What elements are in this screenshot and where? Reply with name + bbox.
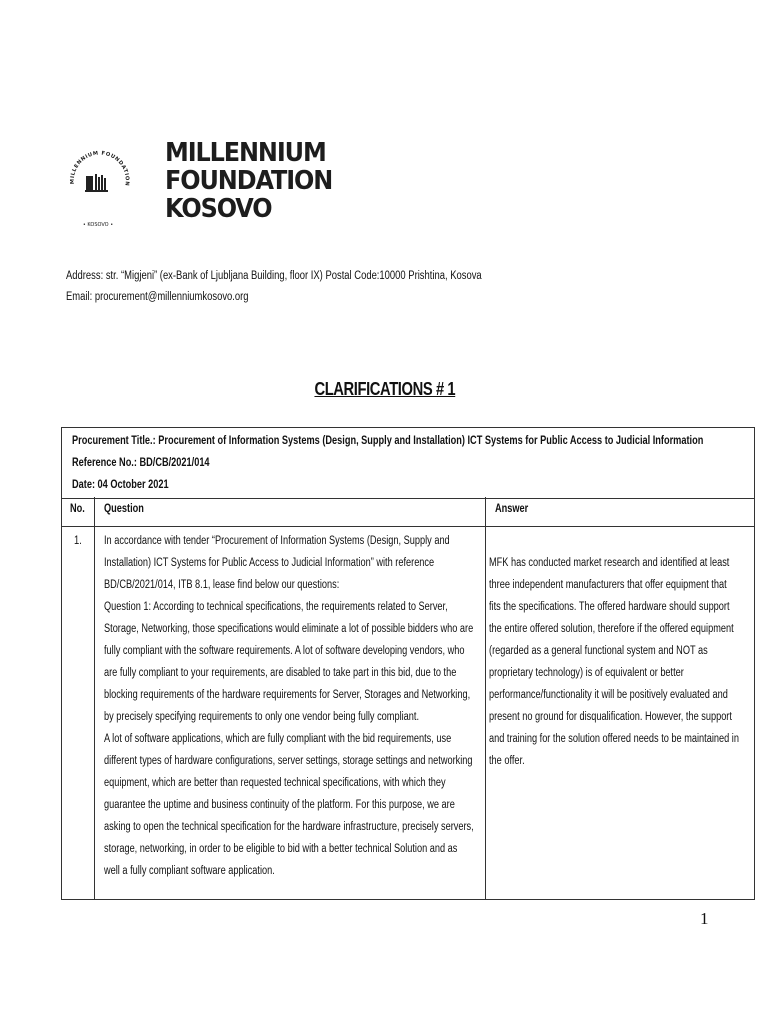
document-date: Date: 04 October 2021 [72,479,169,491]
address-line: Address: str. “Migjeni” (ex-Bank of Ljubljana Building, floor IX) Postal Code:10000 Prishtina, Kosova [66,270,482,282]
header-no: No. [70,503,85,515]
row-number: 1. [74,535,82,547]
logo [66,134,333,234]
clarifications-table [61,497,755,900]
svg-text:MILLENNIUM FOUNDATION: MILLENNIUM FOUNDATION [69,150,130,187]
page-title-text: CLARIFICATIONS # 1 [314,379,456,399]
question-line: asking to open the technical specification for the hardware infrastructure, precisely servers, [104,821,474,833]
question-line: fully compliant with the software requirements. A lot of software developing vendors, who [104,645,465,657]
svg-text:• KOSOVO •: • KOSOVO • [82,222,114,228]
header-answer: Answer [495,503,529,515]
question-line: well a fully compliant software application. [104,865,275,877]
answer-line: the offer. [489,755,525,767]
answer-cell [489,552,770,772]
question-line: by precisely specifying requirements to only one vendor being fully compliant. [104,711,420,723]
reference-number: Reference No.: BD/CB/2021/014 [72,457,210,469]
answer-line: MFK has conducted market research and identified at least [489,557,730,569]
answer-line: proprietary technology) is of equivalent or better [489,667,684,679]
column-divider [94,497,95,899]
question-line: A lot of software applications, which are fully compliant with the bid requirements, use [104,733,452,745]
question-line: In accordance with tender “Procurement of Information Systems (Design, Supply and [104,535,450,547]
answer-line: the entire offered solution, therefore if the offered equipment [489,623,734,635]
question-line: Storage, Networking, those specifications would eliminate a lot of possible bidders who are [104,623,474,635]
address-block [66,266,482,308]
header-divider [62,526,754,527]
question-line: are fully compliant to your requirements, are disabled to take part in this bid, due to the [104,667,457,679]
procurement-title: Procurement Title.: Procurement of Information Systems (Design, Supply and Installation) ICT Systems for Public Access to Judicial Information [72,435,704,447]
answer-line: fits the specifications. The offered hardware should support [489,601,730,613]
question-line: blocking requirements of the hardware requirements for Server, Storages and Networking, [104,689,471,701]
answer-line: three independent manufacturers that offer equipment that [489,579,727,591]
answer-line: (regarded as a general functional system and NOT as [489,645,708,657]
question-line: equipment, which are better than requested technical specifications, with which they [104,777,446,789]
header-question: Question [104,503,144,515]
question-line: Installation) ICT Systems for Public Access to Judicial Information” with reference [104,557,435,569]
foundation-seal-icon [66,134,130,234]
logo-line-2: FOUNDATION [165,166,333,196]
question-line: storage, networking, in order to be eligible to bid with a better technical Solution and as [104,843,458,855]
question-line: different types of hardware configurations, server settings, storage settings and networking [104,755,473,767]
page-number: 1 [700,909,709,928]
procurement-info-box [61,427,755,499]
question-line: guarantee the uptime and business continuity of the platform. For this purpose, we are [104,799,455,811]
question-line: BD/CB/2021/014, ITB 8.1, lease find below our questions: [104,579,340,591]
email-line: Email: procurement@millenniumkosovo.org [66,291,249,303]
logo-line-1: MILLENNIUM [165,138,326,168]
answer-line: and training for the solution offered needs to be maintained in [489,733,739,745]
answer-line: performance/functionality it will be positively evaluated and [489,689,728,701]
question-line: Question 1: According to technical specifications, the requirements related to Server, [104,601,448,613]
logo-wordmark [165,139,347,223]
answer-line: present no ground for disqualification. However, the support [489,711,732,723]
logo-line-3: KOSOVO [165,194,272,224]
page-title [0,379,770,400]
